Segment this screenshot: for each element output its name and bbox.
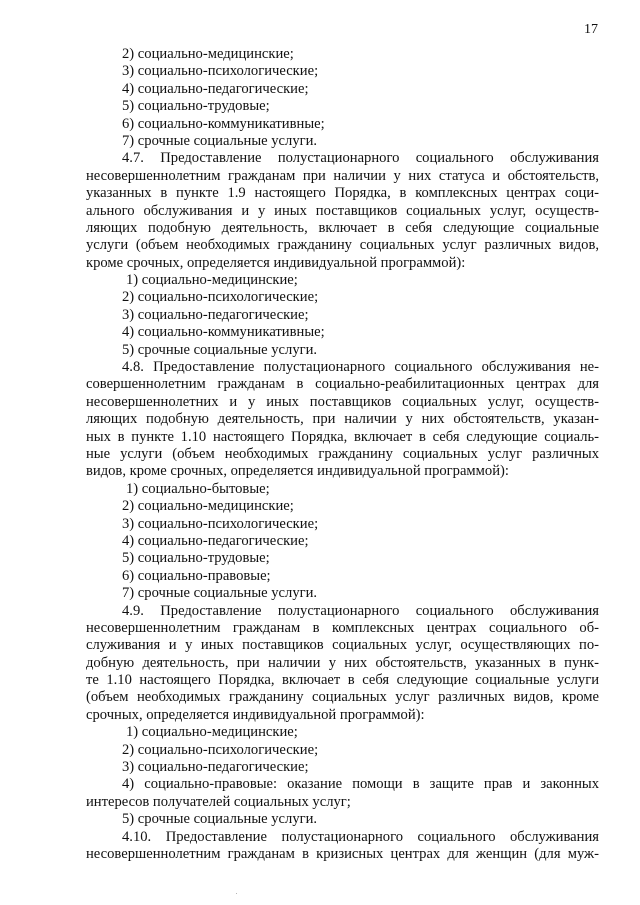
text-line: кроме срочных, определяется индивидуальной программой):: [86, 254, 466, 271]
text-line: 4.8. Предоставление полустационарного социального обслуживания не-: [122, 359, 599, 376]
body-text: [86, 46, 599, 863]
text-line: совершеннолетним гражданам в социально-реабилитационных центрах для: [86, 376, 599, 393]
text-line: ляющих подобную деятельность, при наличии у них обстоятельств, указан-: [86, 411, 599, 428]
text-line: 1) социально-медицинские;: [126, 272, 298, 289]
text-line: 7) срочные социальные услуги.: [122, 132, 318, 149]
text-line: 4.7. Предоставление полустационарного социального обслуживания: [122, 150, 599, 167]
text-line: 2) социально-медицинские;: [122, 46, 294, 62]
text-line: 3) социально-психологические;: [122, 515, 319, 532]
text-line: указанных в пункте 1.9 настоящего Порядка, в комплексных центрах соци-: [86, 185, 599, 202]
text-line: несовершеннолетним гражданам при наличии у них статуса и обстоятельств,: [86, 167, 599, 184]
text-line: 1) социально-медицинские;: [126, 724, 298, 741]
scan-speck: [236, 893, 237, 894]
text-line: 2) социально-психологические;: [122, 289, 319, 306]
text-line: служивания и у иных поставщиков социальных услуг, осуществляющих по-: [86, 637, 599, 654]
text-line: добную деятельность, при наличии у них обстоятельств, указанных в пунк-: [86, 654, 599, 671]
text-line: (объем необходимых гражданину социальных услуг различных видов, кроме: [86, 689, 599, 706]
text-line: 4.10. Предоставление полустационарного социального обслуживания: [122, 828, 599, 845]
text-line: 3) социально-психологические;: [122, 63, 319, 80]
text-line: несовершеннолетних и у иных поставщиков социальных услуг, осуществ-: [86, 393, 599, 410]
text-line: ального обслуживания и у иных поставщиков социальных услуг, осуществ-: [86, 202, 599, 219]
page-number: 17: [584, 22, 598, 37]
text-line: 5) социально-трудовые;: [122, 550, 270, 567]
text-line: 4) социально-педагогические;: [122, 80, 309, 97]
text-line: 5) социально-трудовые;: [122, 98, 270, 115]
text-line: 5) срочные социальные услуги.: [122, 341, 318, 358]
text-line: 2) социально-медицинские;: [122, 498, 294, 515]
text-line: 4) социально-педагогические;: [122, 532, 309, 549]
text-line: 3) социально-педагогические;: [122, 306, 309, 323]
text-line: срочных, определяется индивидуальной программой):: [86, 706, 425, 723]
text-line: 4.9. Предоставление полустационарного социального обслуживания: [122, 602, 599, 619]
text-line: несовершеннолетним гражданам в комплексных центрах социального об-: [86, 619, 599, 636]
text-line: несовершеннолетним гражданам в кризисных центрах для женщин (для муж-: [86, 845, 599, 862]
text-line: 4) социально-коммуникативные;: [122, 324, 325, 341]
text-line: 5) срочные социальные услуги.: [122, 811, 318, 828]
text-line: ных в пункте 1.10 настоящего Порядка, включает в себя следующие социаль-: [86, 428, 599, 445]
text-line: 6) социально-коммуникативные;: [122, 115, 325, 132]
text-line: интересов получателей социальных услуг;: [86, 793, 351, 810]
text-line: 1) социально-бытовые;: [126, 480, 270, 497]
text-line: 6) социально-правовые;: [122, 567, 271, 584]
text-line: 4) социально-правовые: оказание помощи в защите прав и законных: [122, 776, 599, 793]
text-line: 2) социально-психологические;: [122, 741, 319, 758]
text-line: 3) социально-педагогические;: [122, 759, 309, 776]
text-line: видов, кроме срочных, определяется индивидуальной программой):: [86, 463, 509, 480]
text-line: услуги (объем необходимых гражданину социальных услуг различных видов,: [86, 237, 599, 254]
text-line: ляющих подобную деятельность, включает в себя следующие социальные: [86, 219, 599, 236]
text-line: 7) срочные социальные услуги.: [122, 585, 318, 602]
text-line: ные услуги (объем необходимых гражданину социальных услуг различных: [86, 445, 599, 462]
text-line: те 1.10 настоящего Порядка, включает в себя следующие социальные услуги: [86, 672, 599, 689]
